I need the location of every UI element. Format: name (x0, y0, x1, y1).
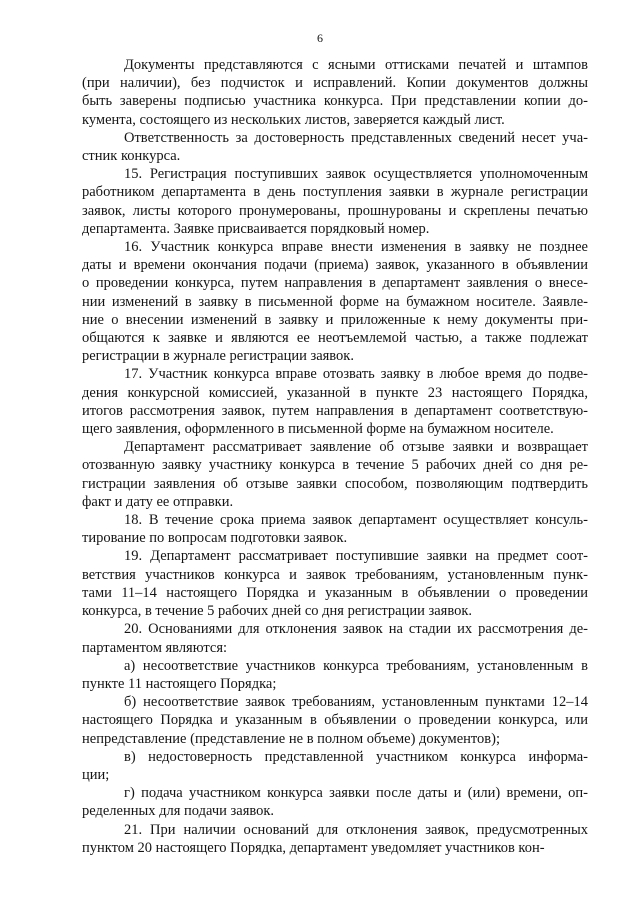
text-line: Департамент рассматривает заявление об отзыве заявки и возвращает (124, 439, 588, 456)
paragraph (82, 365, 588, 438)
text-line: (при наличии), без подчисток и исправлений. Копии документов должны (82, 75, 588, 92)
paragraph (82, 784, 588, 820)
paragraph (82, 748, 588, 784)
text-line: быть заверены подписью участника конкурса. При представлении копии до- (82, 93, 588, 110)
text-line: 20. Основаниями для отклонения заявок на стадии их рассмотрения де- (124, 621, 588, 638)
text-line: 21. При наличии оснований для отклонения заявок, предусмотренных (124, 821, 588, 838)
text-line: 19. Департамент рассматривает поступившие заявки на предмет соот- (124, 548, 588, 565)
paragraph (82, 547, 588, 620)
document-body (82, 56, 588, 857)
text-line: работником департамента в день поступления заявки в журнале регистрации (82, 184, 588, 201)
text-line: отозванную заявку участнику конкурса в течение 5 рабочих дней со дня ре- (82, 457, 588, 474)
paragraph (82, 438, 588, 511)
text-line: ние о внесении изменений в заявку и приложенные к нему документы при- (82, 311, 588, 328)
text-line: а) несоответствие участников конкурса требованиям, установленным в (124, 657, 588, 674)
text-line: о проведении конкурса, путем направления в департамент заявления о внесе- (82, 275, 588, 292)
paragraph (82, 693, 588, 748)
text-line: даты и времени окончания подачи (приема) заявок, указанного в объявлении (82, 257, 588, 274)
text-line: тирование по вопросам подготовки заявок. (82, 530, 348, 547)
text-line: настоящего Порядка и указанным в объявлении о проведении конкурса, или (82, 712, 588, 729)
text-line: пунктом 20 настоящего Порядка, департамент уведомляет участников кон- (82, 839, 545, 856)
paragraph (82, 657, 588, 693)
text-line: нии изменений в заявку в письменной форме на бумажном носителе. Заявле- (82, 293, 588, 310)
text-line: 15. Регистрация поступивших заявок осуществляется уполномоченным (124, 166, 588, 183)
text-line: общаются к заявке и являются ее неотъемлемой частью, а также подлежат (82, 330, 588, 347)
paragraph (82, 620, 588, 656)
text-line: пункте 11 настоящего Порядка; (82, 675, 277, 692)
page-number: 6 (317, 31, 323, 45)
text-line: 18. В течение срока приема заявок департамент осуществляет консуль- (124, 512, 588, 529)
text-line: итогов рассмотрения заявок, путем направления в департамент соответствую- (82, 402, 588, 419)
text-line: б) несоответствие заявок требованиям, установленным пунктами 12–14 (124, 694, 588, 711)
text-line: непредставление (представление не в полном объеме) документов); (82, 730, 501, 747)
text-line: департамента. Заявке присваивается порядковый номер. (82, 220, 430, 237)
text-line: регистрации в журнале регистрации заявок. (82, 348, 354, 365)
text-line: щего заявления, оформленного в письменной форме на бумажном носителе. (82, 421, 554, 438)
paragraph (82, 165, 588, 238)
text-line: ветствия участников конкурса и заявок требованиям, установленным пунк- (82, 566, 588, 583)
text-line: ции; (82, 766, 110, 783)
paragraph (82, 821, 588, 857)
paragraph (82, 129, 588, 165)
text-line: гистрации заявления об отзыве заявки способом, позволяющим подтвердить (82, 475, 588, 492)
text-line: Ответственность за достоверность представленных сведений несет уча- (124, 129, 588, 146)
text-line: кумента, состоящего из нескольких листов, заверяется каждый лист. (82, 111, 505, 128)
paragraph (82, 56, 588, 129)
text-line: заявок, листы которого пронумерованы, прошнурованы и скреплены печатью (82, 202, 588, 219)
text-line: факт и дату ее отправки. (82, 493, 234, 510)
text-line: тами 11–14 настоящего Порядка и указанным в объявлении о проведении (82, 584, 588, 601)
paragraph (82, 511, 588, 547)
text-line: г) подача участником конкурса заявки после даты и (или) времени, оп- (124, 785, 588, 802)
text-line: 16. Участник конкурса вправе внести изменения в заявку не позднее (124, 239, 588, 256)
text-line: дения конкурсной комиссией, указанной в пункте 23 настоящего Порядка, (82, 384, 588, 401)
text-line: ределенных для подачи заявок. (82, 803, 275, 820)
paragraph (82, 238, 588, 365)
text-line: стник конкурса. (82, 148, 181, 165)
text-line: конкурса, в течение 5 рабочих дней со дня регистрации заявок. (82, 603, 473, 620)
text-line: в) недостоверность представленной участником конкурса информа- (124, 748, 588, 765)
text-line: 17. Участник конкурса вправе отозвать заявку в любое время до подве- (124, 366, 588, 383)
text-line: партаментом являются: (82, 639, 228, 656)
text-line: Документы представляются с ясными оттисками печатей и штампов (124, 57, 588, 73)
